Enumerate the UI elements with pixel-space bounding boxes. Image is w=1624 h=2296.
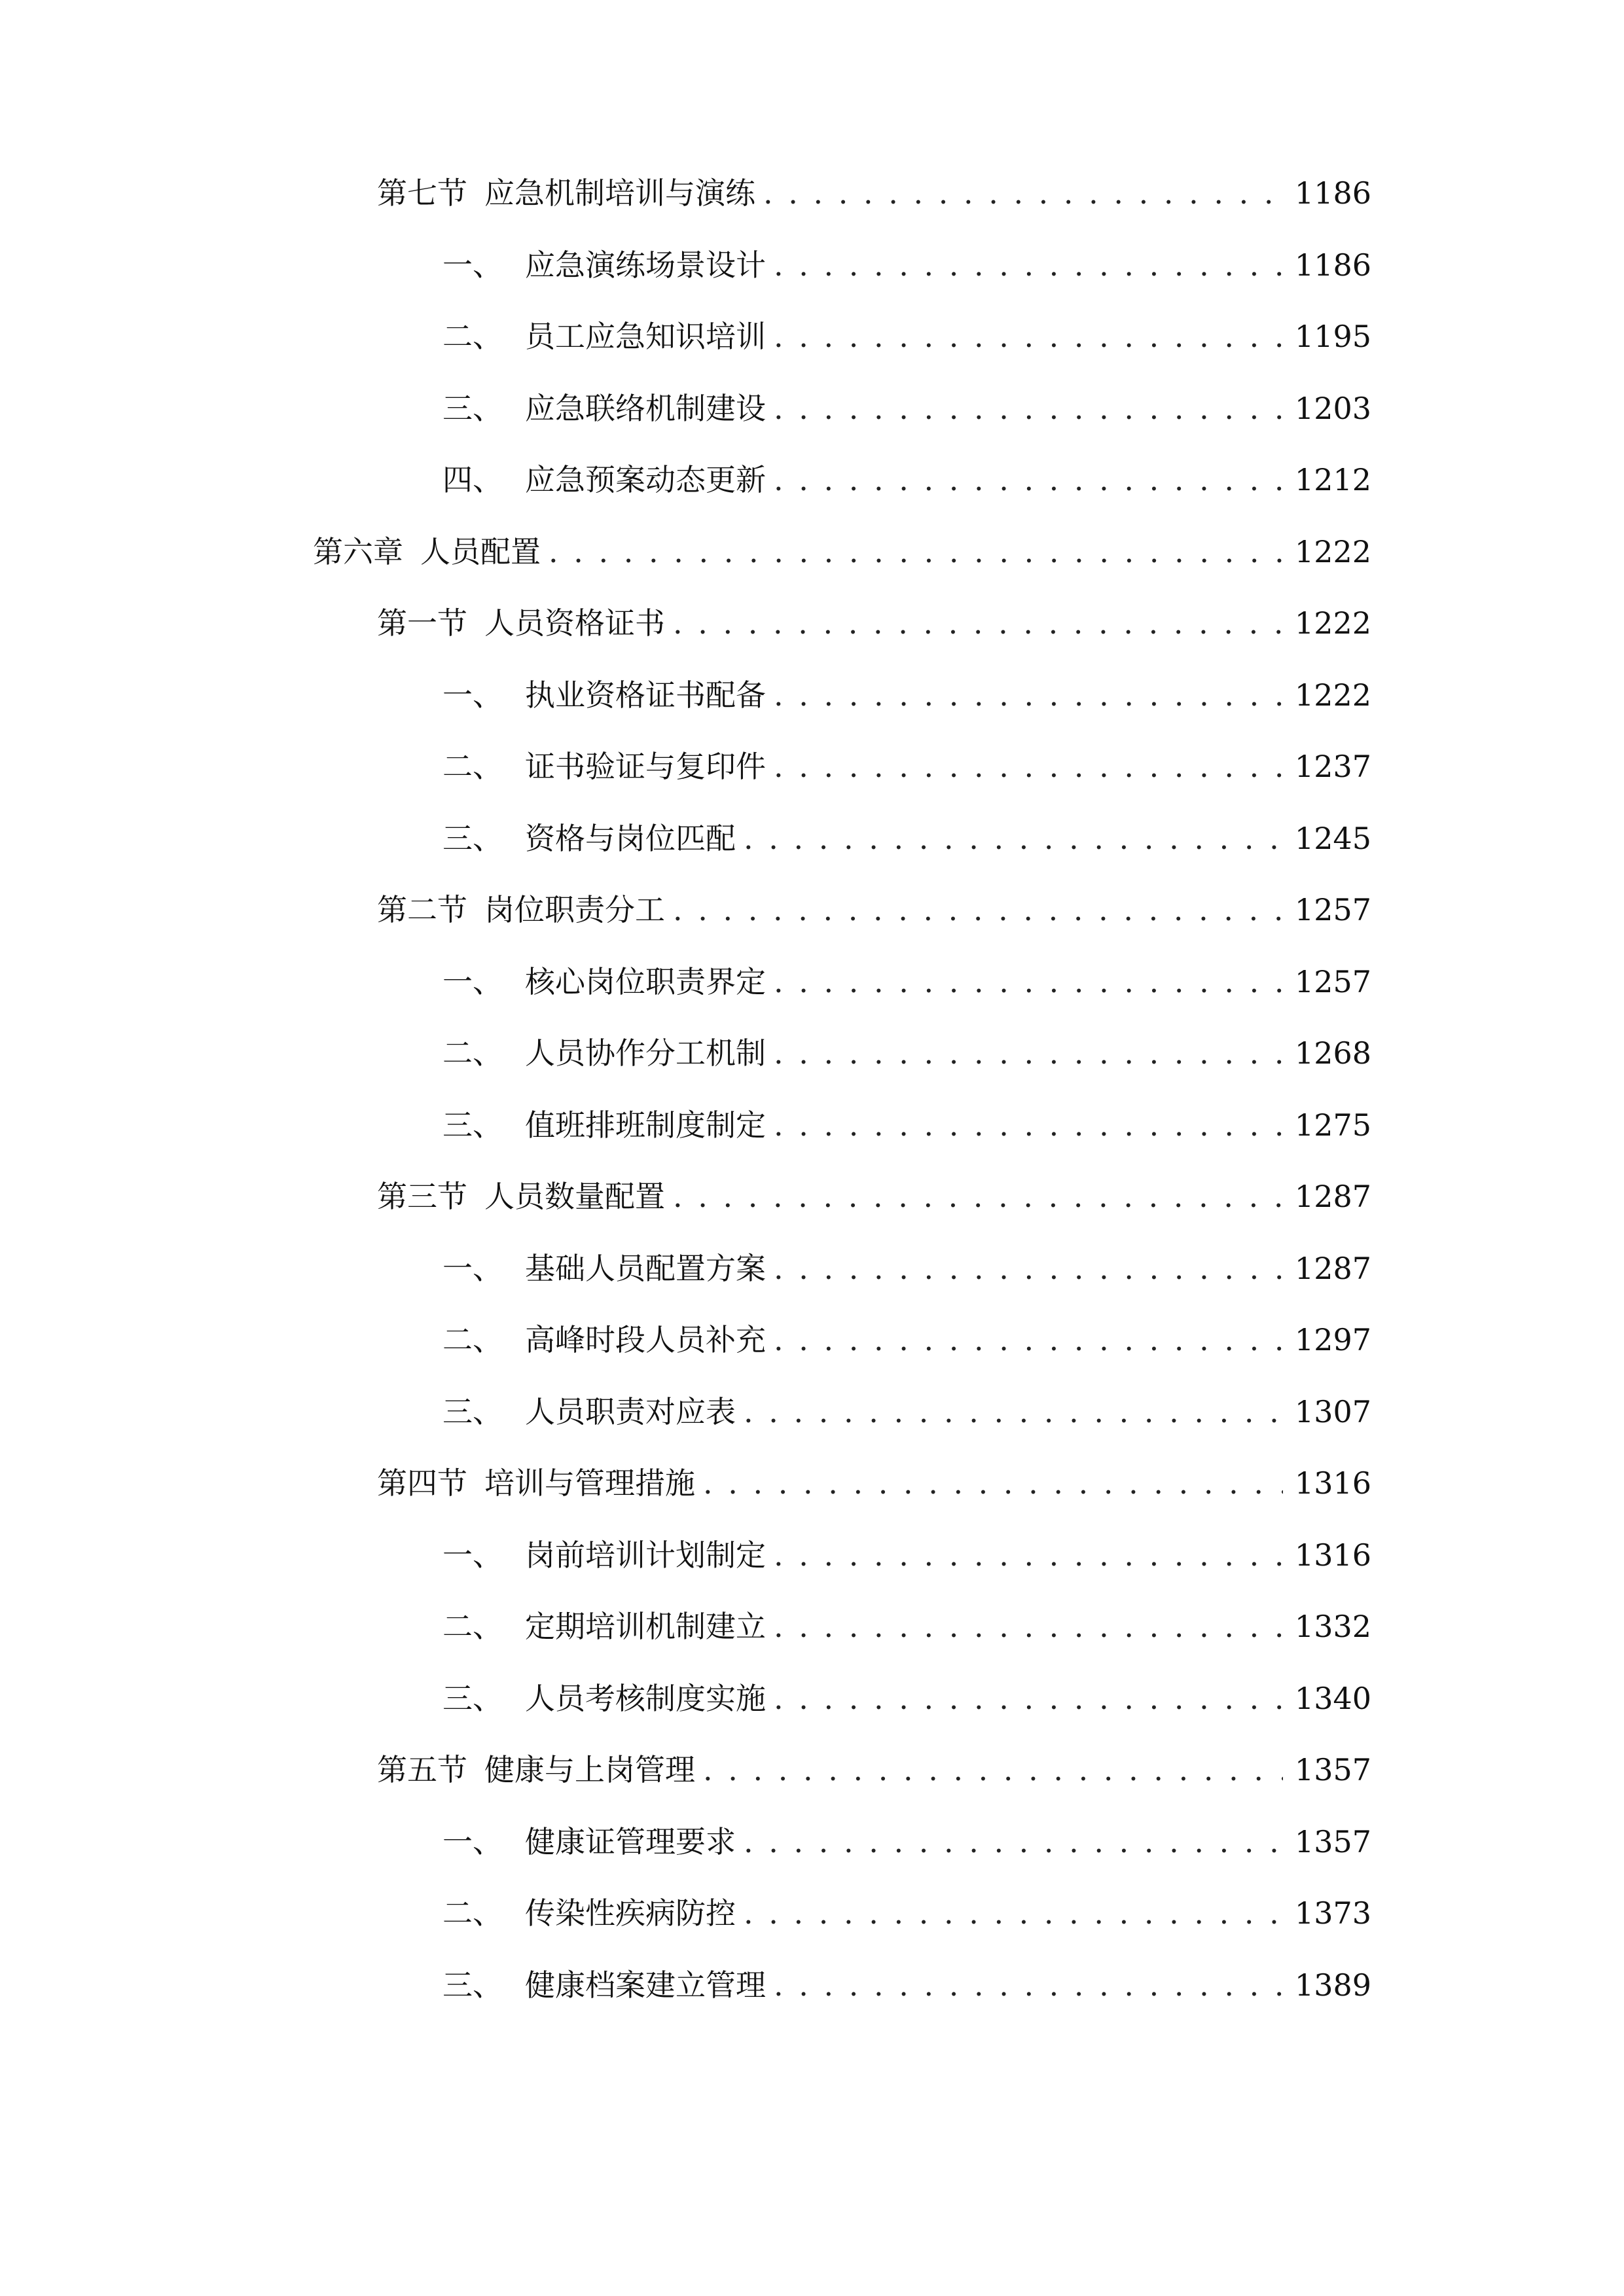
toc-entry-title: 健康证管理要求 (525, 1823, 736, 1859)
toc-entry-number: 第五节 (377, 1752, 467, 1787)
toc-entry-item[interactable] (442, 382, 1371, 435)
toc-entry-item[interactable] (442, 1027, 1371, 1079)
toc-entry-item[interactable] (442, 239, 1371, 291)
toc-entry-number: 第二节 (377, 892, 467, 927)
dot-leader (673, 1170, 1283, 1223)
toc-entry-number: 三、 (442, 1680, 503, 1716)
toc-entry-title: 核心岗位职责界定 (525, 963, 766, 999)
dot-leader (774, 454, 1283, 506)
dot-leader (774, 740, 1283, 793)
toc-entry-number: 一、 (442, 677, 503, 713)
toc-entry-page-number: 1186 (1294, 247, 1371, 283)
toc-entry-title: 人员职责对应表 (525, 1393, 736, 1429)
toc-entry-number: 三、 (442, 1393, 503, 1429)
dot-leader (673, 597, 1283, 649)
toc-entry-page-number: 1332 (1294, 1609, 1371, 1644)
toc-entry-title: 应急演练场景设计 (525, 247, 766, 283)
toc-entry-page-number: 1287 (1294, 1250, 1371, 1286)
toc-entry-number: 第一节 (377, 605, 467, 641)
toc-entry-number: 三、 (442, 1967, 503, 2003)
dot-leader (744, 1816, 1283, 1868)
toc-entry-number: 三、 (442, 390, 503, 426)
dot-leader (774, 1099, 1283, 1151)
dot-leader (774, 1600, 1283, 1653)
toc-entry-title: 应急预案动态更新 (525, 462, 766, 497)
toc-entry-page-number: 1257 (1294, 892, 1371, 927)
toc-entry-title: 高峰时段人员补充 (525, 1322, 766, 1357)
toc-entry-item[interactable] (442, 1816, 1371, 1868)
dot-leader (774, 1529, 1283, 1581)
toc-entry-page-number: 1268 (1294, 1035, 1371, 1071)
toc-entry-item[interactable] (442, 1959, 1371, 2011)
dot-leader (703, 1744, 1283, 1796)
toc-entry-title: 人员配置 (420, 533, 541, 569)
toc-entry-page-number: 1307 (1294, 1393, 1371, 1429)
dot-leader (774, 1959, 1283, 2011)
toc-entry-title: 证书验证与复印件 (525, 749, 766, 784)
toc-entry-item[interactable] (442, 1600, 1371, 1653)
toc-entry-title: 健康档案建立管理 (525, 1967, 766, 2003)
toc-entry-page-number: 1203 (1294, 390, 1371, 426)
toc-entry-page-number: 1316 (1294, 1537, 1371, 1573)
toc-entry-section[interactable] (377, 1744, 1371, 1796)
toc-entry-title: 培训与管理措施 (484, 1465, 695, 1501)
toc-entry-item[interactable] (442, 669, 1371, 721)
toc-entry-item[interactable] (442, 1887, 1371, 1939)
dot-leader (774, 239, 1283, 291)
toc-entry-page-number: 1245 (1294, 820, 1371, 856)
dot-leader (774, 1314, 1283, 1366)
toc-entry-chapter[interactable] (313, 526, 1371, 578)
toc-entry-number: 二、 (442, 1895, 503, 1931)
toc-entry-page-number: 1316 (1294, 1465, 1371, 1501)
toc-entry-item[interactable] (442, 1314, 1371, 1366)
toc-entry-title: 人员数量配置 (484, 1179, 665, 1214)
toc-entry-page-number: 1287 (1294, 1179, 1371, 1214)
toc-entry-item[interactable] (442, 1672, 1371, 1725)
toc-entry-item[interactable] (442, 310, 1371, 363)
toc-entry-title: 人员资格证书 (484, 605, 665, 641)
dot-leader (774, 956, 1283, 1008)
toc-entry-number: 第三节 (377, 1179, 467, 1214)
toc-entry-number: 一、 (442, 1823, 503, 1859)
toc-entry-title: 人员协作分工机制 (525, 1035, 766, 1071)
dot-leader (744, 1386, 1283, 1438)
dot-leader (673, 884, 1283, 936)
toc-entry-number: 一、 (442, 963, 503, 999)
toc-entry-item[interactable] (442, 1529, 1371, 1581)
toc-entry-title: 基础人员配置方案 (525, 1250, 766, 1286)
toc-entry-title: 资格与岗位匹配 (525, 820, 736, 856)
dot-leader (744, 1887, 1283, 1939)
dot-leader (774, 310, 1283, 363)
toc-entry-number: 第六章 (313, 533, 403, 569)
toc-entry-page-number: 1222 (1294, 605, 1371, 641)
toc-entry-number: 一、 (442, 247, 503, 283)
dot-leader (774, 1672, 1283, 1725)
toc-entry-title: 岗前培训计划制定 (525, 1537, 766, 1573)
toc-entry-title: 定期培训机制建立 (525, 1609, 766, 1644)
toc-entry-item[interactable] (442, 812, 1371, 865)
toc-entry-number: 二、 (442, 749, 503, 784)
toc-entry-item[interactable] (442, 1099, 1371, 1151)
toc-entry-page-number: 1275 (1294, 1107, 1371, 1143)
toc-entry-number: 二、 (442, 1609, 503, 1644)
dot-leader (549, 526, 1283, 578)
toc-entry-title: 人员考核制度实施 (525, 1680, 766, 1716)
toc-entry-title: 执业资格证书配备 (525, 677, 766, 713)
dot-leader (774, 1027, 1283, 1079)
toc-entry-item[interactable] (442, 454, 1371, 506)
toc-entry-number: 二、 (442, 1035, 503, 1071)
toc-entry-page-number: 1237 (1294, 749, 1371, 784)
toc-entry-page-number: 1257 (1294, 963, 1371, 999)
dot-leader (774, 382, 1283, 435)
toc-entry-page-number: 1357 (1294, 1752, 1371, 1787)
toc-entry-item[interactable] (442, 956, 1371, 1008)
toc-entry-number: 一、 (442, 1250, 503, 1286)
toc-entry-page-number: 1357 (1294, 1823, 1371, 1859)
dot-leader (744, 812, 1283, 865)
toc-entry-number: 二、 (442, 1322, 503, 1357)
toc-entry-number: 第四节 (377, 1465, 467, 1501)
toc-entry-section[interactable] (377, 1170, 1371, 1223)
dot-leader (774, 1242, 1283, 1295)
dot-leader (703, 1457, 1283, 1509)
toc-entry-title: 健康与上岗管理 (484, 1752, 695, 1787)
toc-entry-item[interactable] (442, 1386, 1371, 1438)
toc-entry-number: 四、 (442, 462, 503, 497)
toc-entry-section[interactable] (377, 884, 1371, 936)
toc-entry-number: 一、 (442, 1537, 503, 1573)
toc-entry-page-number: 1340 (1294, 1680, 1371, 1716)
toc-entry-number: 二、 (442, 319, 503, 354)
dot-leader (774, 669, 1283, 721)
toc-entry-title: 应急联络机制建设 (525, 390, 766, 426)
toc-entry-page-number: 1373 (1294, 1895, 1371, 1931)
toc-entry-title: 员工应急知识培训 (525, 319, 766, 354)
toc-entry-number: 三、 (442, 1107, 503, 1143)
toc-entry-number: 三、 (442, 820, 503, 856)
toc-entry-number: 第七节 (377, 175, 467, 211)
dot-leader (763, 167, 1283, 219)
toc-entry-item[interactable] (442, 740, 1371, 793)
toc-entry-page-number: 1389 (1294, 1967, 1371, 2003)
toc-entry-page-number: 1222 (1294, 533, 1371, 569)
toc-entry-page-number: 1222 (1294, 677, 1371, 713)
toc-entry-item[interactable] (442, 1242, 1371, 1295)
toc-entry-title: 应急机制培训与演练 (484, 175, 755, 211)
toc-entry-page-number: 1212 (1294, 462, 1371, 497)
toc-entry-page-number: 1186 (1294, 175, 1371, 211)
toc-entry-title: 传染性疾病防控 (525, 1895, 736, 1931)
toc-entry-title: 值班排班制度制定 (525, 1107, 766, 1143)
toc-entry-page-number: 1195 (1294, 319, 1371, 354)
toc-entry-section[interactable] (377, 1457, 1371, 1509)
toc-entry-section[interactable] (377, 597, 1371, 649)
toc-entry-title: 岗位职责分工 (484, 892, 665, 927)
toc-entry-section[interactable] (377, 167, 1371, 219)
toc-entry-page-number: 1297 (1294, 1322, 1371, 1357)
